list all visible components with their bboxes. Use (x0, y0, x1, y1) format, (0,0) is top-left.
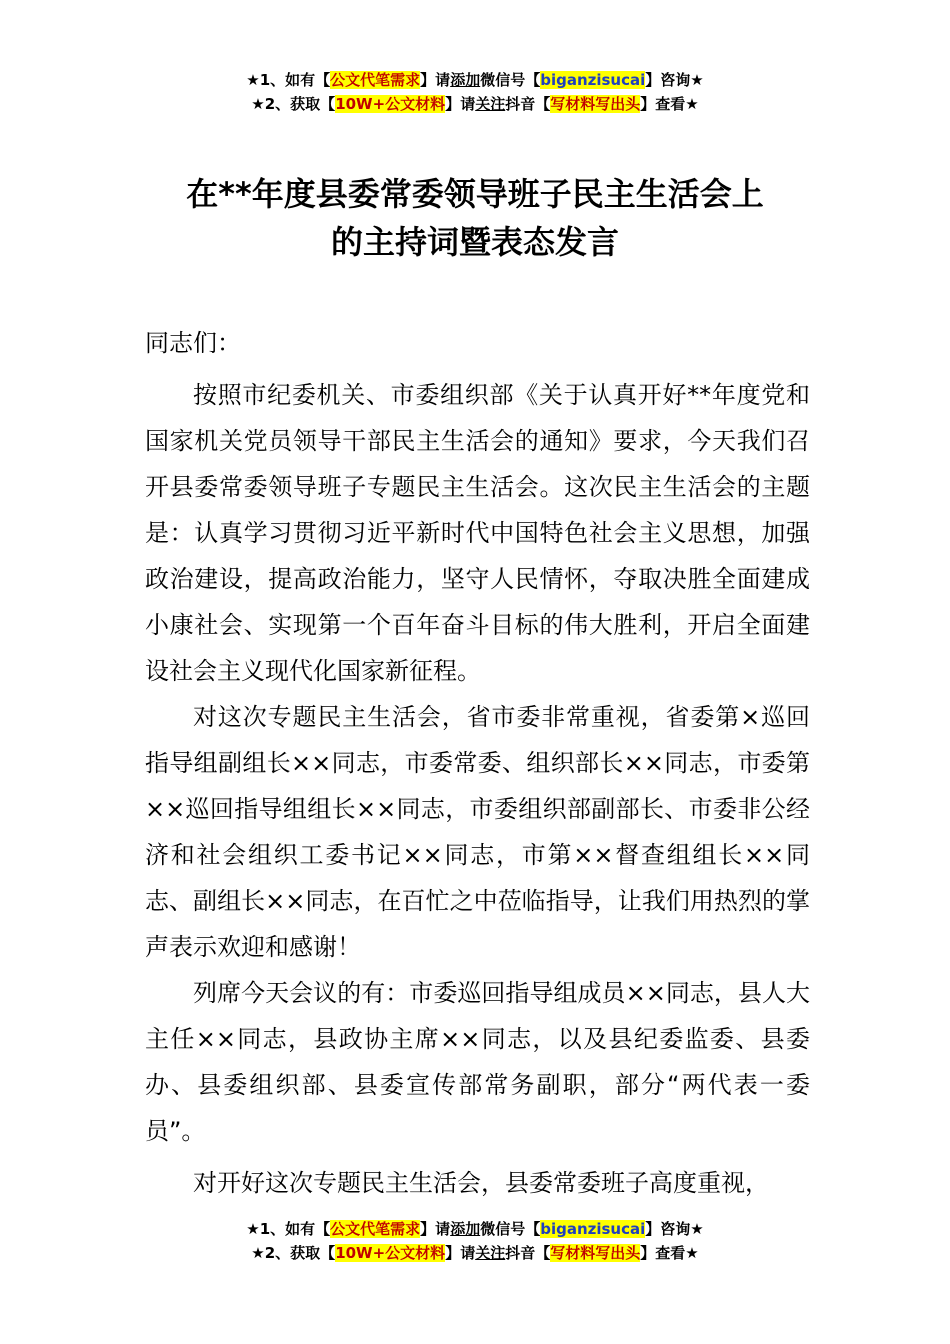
header-banner (0, 68, 950, 116)
banner-line-1: ★1、如有【公文代笔需求】请添加微信号【biganzisucai】咨询★ (246, 71, 704, 89)
highlight-douyin-account: 写材料写出头 (550, 1244, 641, 1262)
paragraph-3: 列席今天会议的有：市委巡回指导组成员××同志，县人大主任××同志，县政协主席××同志，以及县纪委监委、县委办、县委组织部、县委宣传部常务副职，部分“两代表一委员”。 (145, 979, 810, 1145)
highlight-douyin-account: 写材料写出头 (550, 95, 641, 113)
document-body (145, 320, 810, 1206)
highlight-materials: 10W+公文材料 (335, 1244, 446, 1262)
banner-line-1: ★1、如有【公文代笔需求】请添加微信号【biganzisucai】咨询★ (246, 1220, 704, 1238)
greeting: 同志们： (145, 329, 241, 357)
highlight-wechat-id: biganzisucai (540, 1220, 646, 1238)
highlight-writing-service: 公文代笔需求 (330, 71, 421, 89)
banner-line-2: ★2、获取【10W+公文材料】请关注抖音【写材料写出头】查看★ (251, 95, 699, 113)
highlight-materials: 10W+公文材料 (335, 95, 446, 113)
highlight-writing-service: 公文代笔需求 (330, 1220, 421, 1238)
title-line-2: 的主持词暨表态发言 (330, 223, 619, 261)
paragraph-4: 对开好这次专题民主生活会，县委常委班子高度重视， (193, 1169, 769, 1197)
footer-banner (0, 1217, 950, 1265)
paragraph-1: 按照市纪委机关、市委组织部《关于认真开好**年度党和国家机关党员领导干部民主生活会的通知》要求，今天我们召开县委常委领导班子专题民主生活会。这次民主生活会的主题是：认真学习贯彻习近平新时代中国特色社会主义思想，加强政治建设，提高政治能力，坚守人民情怀，夺取决胜全面建成小康社会、实现第一个百年奋斗目标的伟大胜利，开启全面建设社会主义现代化国家新征程。 (145, 381, 810, 685)
document-title (100, 170, 850, 266)
highlight-wechat-id: biganzisucai (540, 71, 646, 89)
banner-line-2: ★2、获取【10W+公文材料】请关注抖音【写材料写出头】查看★ (251, 1244, 699, 1262)
title-line-1: 在**年度县委常委领导班子民主生活会上 (186, 175, 764, 213)
paragraph-2: 对这次专题民主生活会，省市委非常重视，省委第×巡回指导组副组长××同志，市委常委、组织部长××同志，市委第××巡回指导组组长××同志，市委组织部副部长、市委非公经济和社会组织工委书记××同志，市第××督查组组长××同志、副组长××同志，在百忙之中莅临指导，让我们用热烈的掌声表示欢迎和感谢！ (145, 703, 810, 961)
